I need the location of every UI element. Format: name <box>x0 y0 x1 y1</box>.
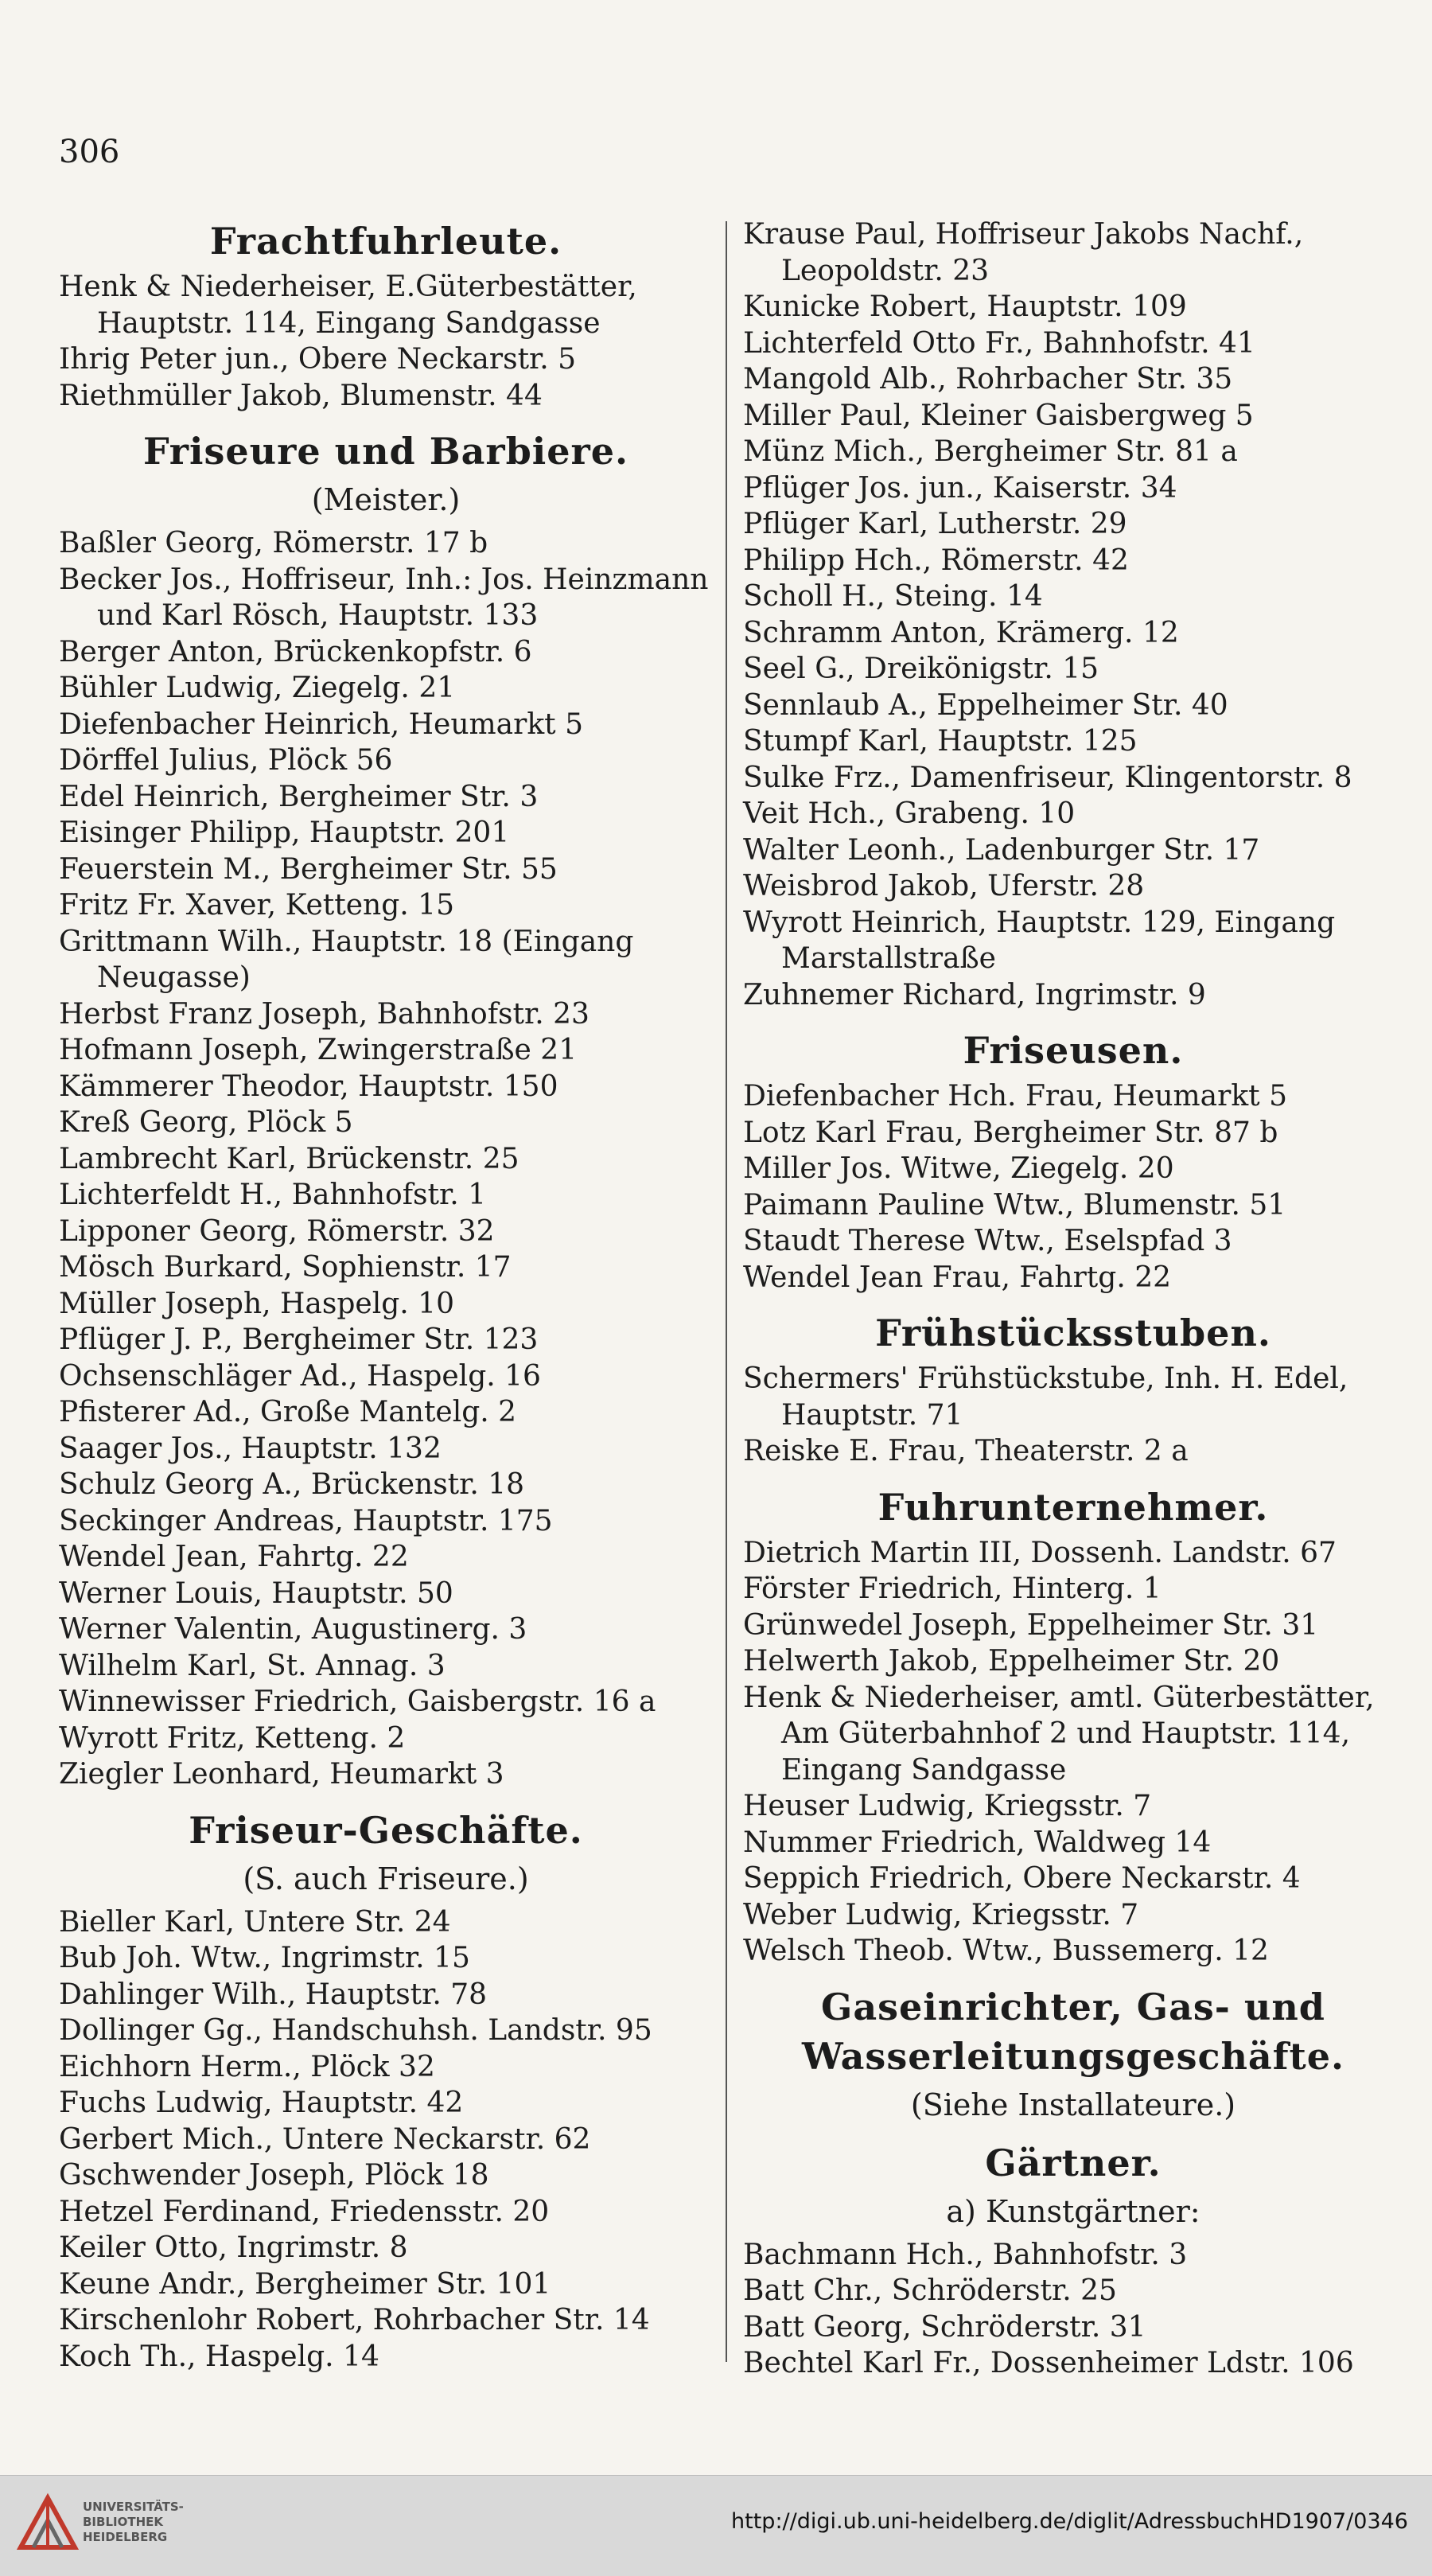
directory-entry: Werner Louis, Hauptstr. 50 <box>59 1576 453 1610</box>
directory-entry: Schulz Georg A., Brückenstr. 18 <box>59 1468 525 1501</box>
directory-entry: Bachmann Hch., Bahnhofstr. 3 <box>743 2238 1188 2271</box>
directory-entry: Nummer Friedrich, Waldweg 14 <box>743 1826 1212 1859</box>
directory-entry: Fuchs Ludwig, Hauptstr. 42 <box>59 2087 464 2119</box>
directory-entry: Hofmann Joseph, Zwingerstraße 21 <box>59 1034 578 1066</box>
section-heading: Gaseinrichter, Gas- und Wasserleitungsgeschäfte. <box>801 1985 1345 2078</box>
directory-entry: Dahlinger Wilh., Hauptstr. 78 <box>59 1978 488 2011</box>
directory-entry: Werner Valentin, Augustinerg. 3 <box>59 1613 527 1646</box>
directory-entry: Gschwender Joseph, Plöck 18 <box>59 2159 489 2192</box>
logo-text-line: BIBLIOTHEK <box>83 2515 163 2529</box>
directory-entry: Diefenbacher Heinrich, Heumarkt 5 <box>59 707 583 741</box>
directory-entry: Seckinger Andreas, Hauptstr. 175 <box>59 1504 553 1537</box>
directory-entry: Grittmann Wilh., Hauptstr. 18 (Eingang Neugasse) <box>59 925 634 994</box>
directory-entry: Ziegler Leonhard, Heumarkt 3 <box>59 1758 504 1791</box>
directory-entry: Lichterfeldt H., Bahnhofstr. 1 <box>59 1179 487 1211</box>
directory-entry: Pflüger J. P., Bergheimer Str. 123 <box>59 1323 539 1356</box>
library-logo-text <box>83 2500 184 2545</box>
section-heading: Gärtner. <box>985 2141 1162 2184</box>
directory-entry: Pflüger Jos. jun., Kaiserstr. 34 <box>743 471 1177 505</box>
directory-entry: Herbst Franz Joseph, Bahnhofstr. 23 <box>59 997 590 1031</box>
section-heading: Frachtfuhrleute. <box>209 220 562 263</box>
section-heading: Frühstücksstuben. <box>875 1311 1271 1354</box>
directory-entry: Zuhnemer Richard, Ingrimstr. 9 <box>743 978 1206 1011</box>
directory-entry: Hetzel Ferdinand, Friedensstr. 20 <box>59 2195 550 2228</box>
directory-entry: Veit Hch., Grabeng. 10 <box>743 797 1076 830</box>
directory-entry: Edel Heinrich, Bergheimer Str. 3 <box>59 780 539 813</box>
directory-entry: Helwerth Jakob, Eppelheimer Str. 20 <box>743 1645 1280 1678</box>
directory-entry: Fritz Fr. Xaver, Ketteng. 15 <box>59 889 454 922</box>
directory-entry: Schramm Anton, Krämerg. 12 <box>743 616 1179 649</box>
section-heading: Friseure und Barbiere. <box>142 430 629 473</box>
directory-entry: Kreß Georg, Plöck 5 <box>59 1106 353 1139</box>
directory-entry: Bechtel Karl Fr., Dossenheimer Ldstr. 106 <box>743 2347 1354 2379</box>
directory-entry: Dollinger Gg., Handschuhsh. Landstr. 95 <box>59 2014 652 2047</box>
footer-bar <box>0 2475 1432 2576</box>
directory-entry: Miller Jos. Witwe, Ziegelg. 20 <box>743 1152 1174 1185</box>
directory-entry: Kämmerer Theodor, Hauptstr. 150 <box>59 1070 558 1103</box>
directory-entry: Sulke Frz., Damenfriseur, Klingentorstr. 8 <box>743 761 1352 794</box>
directory-entry: Batt Georg, Schröderstr. 31 <box>743 2310 1146 2344</box>
directory-entry: Grünwedel Joseph, Eppelheimer Str. 31 <box>743 1608 1319 1642</box>
directory-entry: Reiske E. Frau, Theaterstr. 2 a <box>743 1435 1189 1467</box>
directory-entry: Dietrich Martin III, Dossenh. Landstr. 67 <box>743 1536 1337 1569</box>
directory-entry: Koch Th., Haspelg. 14 <box>59 2340 379 2373</box>
directory-entry: Scholl H., Steing. 14 <box>743 580 1043 613</box>
directory-entry: Winnewisser Friedrich, Gaisbergstr. 16 a <box>59 1686 656 1718</box>
directory-entry: Mangold Alb., Rohrbacher Str. 35 <box>743 363 1233 396</box>
directory-entry: Weisbrod Jakob, Uferstr. 28 <box>743 870 1145 902</box>
section-subheading: a) Kunstgärtner: <box>946 2193 1200 2229</box>
directory-entry: Wilhelm Karl, St. Annag. 3 <box>59 1649 446 1682</box>
permalink-url[interactable]: http://digi.ub.uni-heidelberg.de/diglit/AdressbuchHD1907/0346 <box>731 2509 1408 2534</box>
section-heading: Friseur-Geschäfte. <box>189 1808 583 1852</box>
section-heading: Friseusen. <box>963 1029 1184 1072</box>
logo-text-line: UNIVERSITÄTS- <box>83 2500 184 2514</box>
directory-entry: Schermers' Frühstückstube, Inh. H. Edel, Hauptstr. 71 <box>743 1362 1348 1432</box>
directory-entry: Sennlaub A., Eppelheimer Str. 40 <box>743 688 1228 722</box>
directory-entry: Münz Mich., Bergheimer Str. 81 a <box>743 435 1238 468</box>
directory-entry: Seel G., Dreikönigstr. 15 <box>743 653 1099 685</box>
directory-entry: Keune Andr., Bergheimer Str. 101 <box>59 2267 551 2301</box>
library-logo-icon <box>16 2492 80 2555</box>
right-column <box>743 216 1403 2382</box>
directory-entry: Philipp Hch., Römerstr. 42 <box>743 544 1129 577</box>
directory-entry: Krause Paul, Hoffriseur Jakobs Nachf., Leopoldstr. 23 <box>743 218 1304 287</box>
section-subheading: (Meister.) <box>311 482 461 517</box>
left-column <box>59 216 713 2375</box>
section-heading: Fuhrunternehmer. <box>877 1485 1269 1529</box>
directory-entry: Ihrig Peter jun., Obere Neckarstr. 5 <box>59 343 577 376</box>
directory-entry: Stumpf Karl, Hauptstr. 125 <box>743 725 1138 758</box>
directory-entry: Seppich Friedrich, Obere Neckarstr. 4 <box>743 1862 1301 1895</box>
directory-entry: Förster Friedrich, Hinterg. 1 <box>743 1572 1162 1605</box>
directory-entry: Gerbert Mich., Untere Neckarstr. 62 <box>59 2122 591 2156</box>
directory-entry: Kunicke Robert, Hauptstr. 109 <box>743 290 1187 323</box>
column-divider <box>726 221 727 2362</box>
directory-entry: Miller Paul, Kleiner Gaisbergweg 5 <box>743 399 1254 432</box>
directory-entry: Feuerstein M., Bergheimer Str. 55 <box>59 852 558 886</box>
directory-entry: Lambrecht Karl, Brückenstr. 25 <box>59 1142 519 1175</box>
logo-text-line: HEIDELBERG <box>83 2530 168 2544</box>
directory-entry: Bub Joh. Wtw., Ingrimstr. 15 <box>59 1942 470 1974</box>
section-subheading: (Siehe Installateure.) <box>910 2087 1236 2122</box>
directory-entry: Becker Jos., Hoffriseur, Inh.: Jos. Heinzmann und Karl Rösch, Hauptstr. 133 <box>59 563 709 632</box>
directory-entry: Walter Leonh., Ladenburger Str. 17 <box>743 833 1260 867</box>
directory-entry: Heuser Ludwig, Kriegsstr. 7 <box>743 1790 1152 1822</box>
directory-entry: Weber Ludwig, Kriegsstr. 7 <box>743 1898 1139 1931</box>
directory-entry: Eisinger Philipp, Hauptstr. 201 <box>59 816 510 849</box>
directory-entry: Diefenbacher Hch. Frau, Heumarkt 5 <box>743 1080 1287 1113</box>
directory-entry: Pfisterer Ad., Große Mantelg. 2 <box>59 1396 517 1428</box>
directory-entry: Riethmüller Jakob, Blumenstr. 44 <box>59 379 543 412</box>
directory-entry: Mösch Burkard, Sophienstr. 17 <box>59 1251 512 1284</box>
directory-entry: Bieller Karl, Untere Str. 24 <box>59 1905 451 1939</box>
directory-entry: Lotz Karl Frau, Bergheimer Str. 87 b <box>743 1116 1278 1149</box>
directory-entry: Batt Chr., Schröderstr. 25 <box>743 2274 1117 2307</box>
directory-entry: Lipponer Georg, Römerstr. 32 <box>59 1214 495 1248</box>
directory-entry: Saager Jos., Hauptstr. 132 <box>59 1432 442 1465</box>
directory-entry: Wyrott Fritz, Ketteng. 2 <box>59 1721 406 1755</box>
directory-entry: Ochsenschläger Ad., Haspelg. 16 <box>59 1359 541 1393</box>
directory-entry: Wendel Jean, Fahrtg. 22 <box>59 1541 409 1573</box>
directory-entry: Welsch Theob. Wtw., Bussemerg. 12 <box>743 1935 1269 1967</box>
directory-entry: Henk & Niederheiser, E.Güterbestätter, Hauptstr. 114, Eingang Sandgasse <box>59 271 637 340</box>
page-number: 306 <box>59 134 120 170</box>
directory-entry: Wyrott Heinrich, Hauptstr. 129, Eingang Marstallstraße <box>743 906 1336 975</box>
directory-entry: Dörffel Julius, Plöck 56 <box>59 744 393 777</box>
directory-entry: Keiler Otto, Ingrimstr. 8 <box>59 2231 408 2264</box>
directory-entry: Staudt Therese Wtw., Eselspfad 3 <box>743 1225 1232 1257</box>
directory-entry: Bühler Ludwig, Ziegelg. 21 <box>59 672 456 704</box>
directory-entry: Lichterfeld Otto Fr., Bahnhofstr. 41 <box>743 326 1255 360</box>
directory-entry: Wendel Jean Frau, Fahrtg. 22 <box>743 1261 1172 1294</box>
directory-entry: Paimann Pauline Wtw., Blumenstr. 51 <box>743 1188 1286 1222</box>
directory-entry: Berger Anton, Brückenkopfstr. 6 <box>59 635 532 668</box>
directory-entry: Henk & Niederheiser, amtl. Güterbestätter, Am Güterbahnhof 2 und Hauptstr. 114, Eingang Sandgasse <box>743 1681 1375 1787</box>
section-subheading: (S. auch Friseure.) <box>243 1861 529 1896</box>
directory-entry: Müller Joseph, Haspelg. 10 <box>59 1287 454 1320</box>
directory-entry: Eichhorn Herm., Plöck 32 <box>59 2050 435 2083</box>
directory-entry: Kirschenlohr Robert, Rohrbacher Str. 14 <box>59 2304 650 2336</box>
directory-entry: Pflüger Karl, Lutherstr. 29 <box>743 508 1127 540</box>
directory-entry: Baßler Georg, Römerstr. 17 b <box>59 527 488 559</box>
